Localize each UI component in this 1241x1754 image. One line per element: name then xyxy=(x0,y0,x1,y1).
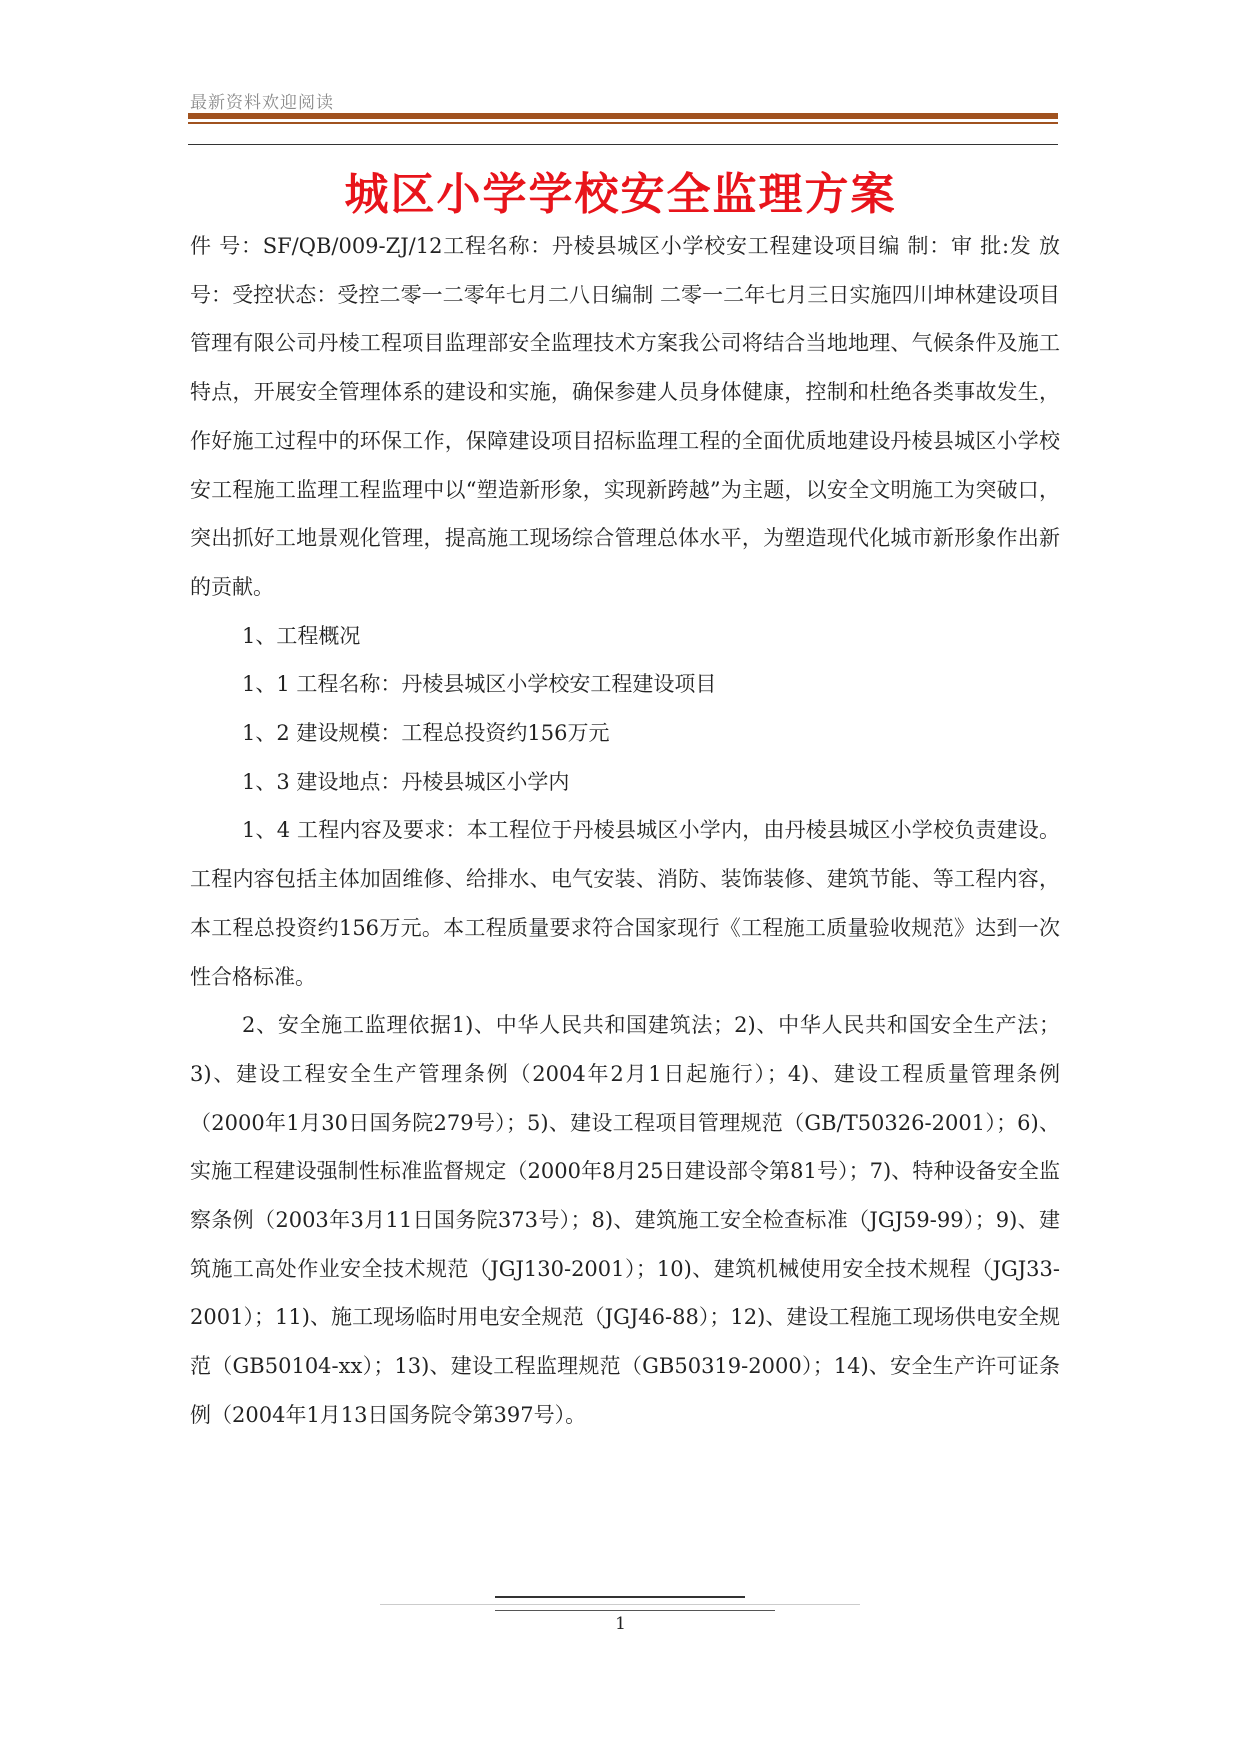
paragraph-1-2: 1、2 建设规模：工程总投资约156万元 xyxy=(242,721,610,746)
paragraph-section-1: 1、工程概况 xyxy=(242,623,361,648)
document-body xyxy=(190,222,1060,1440)
page-number: 1 xyxy=(615,1614,626,1634)
footer-rule-dark xyxy=(495,1596,745,1598)
paragraph-1-4: 1、4 工程内容及要求：本工程位于丹棱县城区小学内，由丹棱县城区小学校负责建设。工程内容包括主体加固维修、给排水、电气安装、消防、装饰装修、建筑节能、等工程内容，本工程总投资约156万元。本工程质量要求符合国家现行《工程施工质量验收规范》达到一次性合格标准。 xyxy=(190,818,1060,989)
header-rule-thin xyxy=(188,122,1058,124)
paragraph-1-1: 1、1 工程名称：丹棱县城区小学校安工程建设项目 xyxy=(242,672,717,697)
page-title: 城区小学学校安全监理方案 xyxy=(344,169,897,220)
header-rule-under xyxy=(188,144,1058,145)
header-rule-thick xyxy=(188,113,1058,119)
header-text: 最新资料欢迎阅读 xyxy=(190,93,334,113)
footer-rule-thin xyxy=(495,1610,775,1611)
paragraph-1-3: 1、3 建设地点：丹棱县城区小学内 xyxy=(242,769,570,794)
paragraph-intro: 件 号：SF/QB/009-ZJ/12工程名称：丹棱县城区小学校安工程建设项目编 制：审 批:发 放 号：受控状态：受控二零一二零年七月二八日编制 二零一二年七月三日实施四川坤林建设项目管理有限公司丹棱工程项目监理部安全监理技术方案我公司将结合当地地理、气候条件及施工特点，开展安全管理体系的建设和实施，确保参建人员身体健康，控制和杜绝各类事故发生，作好施工过程中的环保工作，保障建设项目招标监理工程的全面优质地建设丹棱县城区小学校安工程施工监理工程监理中以“塑造新形象，实现新跨越”为主题，以安全文明施工为突破口，突出抓好工地景观化管理，提高施工现场综合管理总体水平，为塑造现代化城市新形象作出新的贡献。 xyxy=(190,234,1060,599)
footer-rule-light xyxy=(380,1604,860,1605)
paragraph-section-2: 2、安全施工监理依据1)、中华人民共和国建筑法；2)、中华人民共和国安全生产法；3)、建设工程安全生产管理条例（2004年2月1日起施行）；4)、建设工程质量管理条例（2000年1月30日国务院279号）；5)、建设工程项目管理规范（GB/T50326-2001）；6)、实施工程建设强制性标准监督规定（2000年8月25日建设部令第81号）；7)、特种设备安全监察条例（2003年3月11日国务院373号）；8)、建筑施工安全检查标准（JGJ59-99）；9)、建筑施工高处作业安全技术规范（JGJ130-2001）；10)、建筑机械使用安全技术规程（JGJ33-2001）；11)、施工现场临时用电安全规范（JGJ46-88）；12)、建设工程施工现场供电安全规范（GB50104-xx）；13)、建设工程监理规范（GB50319-2000）；14)、安全生产许可证条例（2004年1月13日国务院令第397号）。 xyxy=(190,1013,1060,1427)
